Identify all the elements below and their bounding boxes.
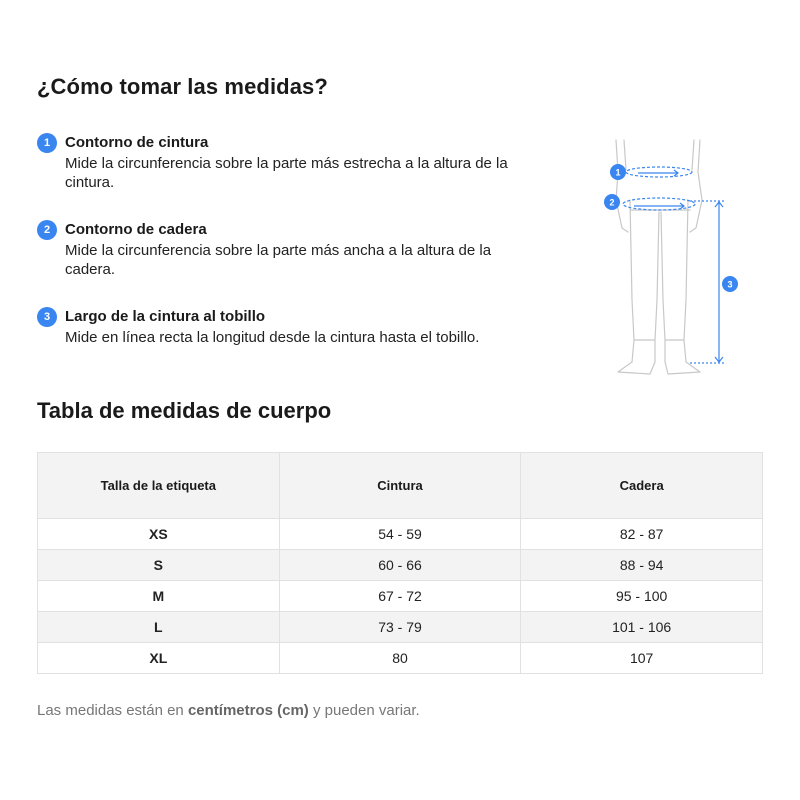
column-header-waist: Cintura [279,453,521,519]
waist-cell: 73 - 79 [279,612,521,643]
units-note-unit: centímetros (cm) [187,702,309,719]
waist-cell: 60 - 66 [279,550,521,581]
step-description: Mide la circunferencia sobre la parte más estrecha a la altura de la cintura. [65,155,508,191]
waist-cell: 80 [279,643,521,674]
column-header-hip: Cadera [521,453,763,519]
size-cell: XS [38,519,280,550]
figure-marker-2 [604,194,620,210]
hip-cell: 82 - 87 [521,519,763,550]
size-cell: XL [38,643,280,674]
step-number-badge: 1 [37,133,57,153]
size-cell: M [38,581,280,612]
step-description: Mide en línea recta la longitud desde la cintura hasta el tobillo. [65,329,480,346]
step-title: Contorno de cintura [65,134,209,151]
svg-text:2: 2 [609,197,615,208]
body-outline [616,140,702,374]
table-row [38,643,763,674]
hip-cell: 95 - 100 [521,581,763,612]
step-description: Mide la circunferencia sobre la parte más ancha a la altura de la cadera. [65,242,492,278]
hip-cell: 107 [521,643,763,674]
table-row [38,581,763,612]
hip-cell: 101 - 106 [521,612,763,643]
table-row [38,550,763,581]
step-title: Contorno de cadera [65,221,207,238]
column-header-size: Talla de la etiqueta [38,453,280,519]
size-cell: S [38,550,280,581]
table-row [38,612,763,643]
waist-cell: 54 - 59 [279,519,521,550]
figure-marker-1 [610,164,626,180]
table-row [38,519,763,550]
svg-text:1: 1 [615,167,621,178]
measurement-guides [623,167,724,363]
measure-guide-title: ¿Cómo tomar las medidas? [37,74,328,99]
step-title: Largo de la cintura al tobillo [65,308,266,325]
size-table-title: Tabla de medidas de cuerpo [37,398,332,423]
body-measure-illustration [600,128,750,378]
hip-cell: 88 - 94 [521,550,763,581]
step-number-badge: 2 [37,220,57,240]
svg-text:3: 3 [727,279,733,290]
units-note [37,702,420,719]
step-number-badge: 3 [37,307,57,327]
size-cell: L [38,612,280,643]
waist-cell: 67 - 72 [279,581,521,612]
units-note-suffix: y pueden variar. [308,702,420,719]
size-table [37,452,763,674]
table-header-row [38,453,763,519]
figure-marker-3 [722,276,738,292]
units-note-prefix: Las medidas están en [37,702,188,719]
